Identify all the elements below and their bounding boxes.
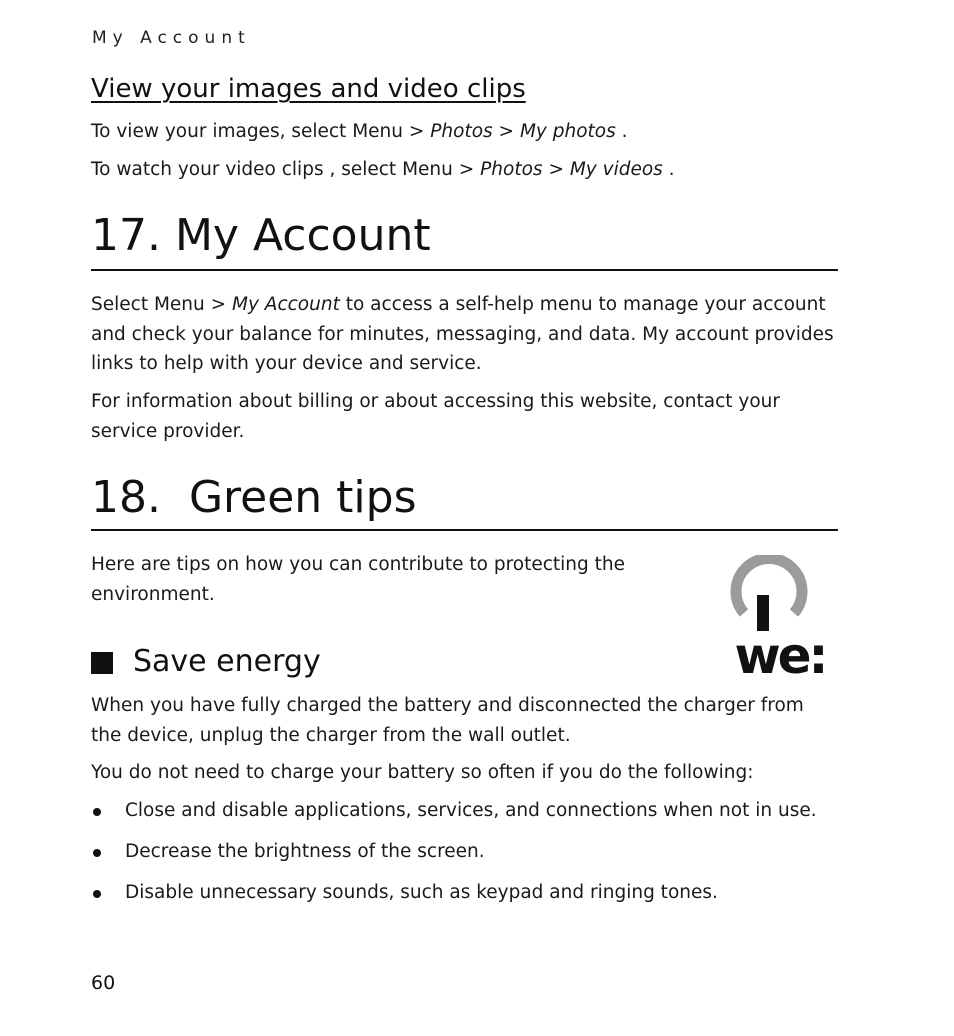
- we-logo-text: we:: [734, 627, 826, 679]
- bullet-dot-icon: [93, 808, 101, 816]
- square-bullet-icon: [91, 652, 113, 674]
- we-logo-icon: [722, 555, 840, 679]
- chapter-18-title: 18. Green tips: [91, 472, 417, 523]
- save-energy-paragraph-2: You do not need to charge your battery so often if you do the following:: [91, 762, 754, 783]
- running-header: My Account: [92, 28, 251, 48]
- list-item: Decrease the brightness of the screen.: [91, 837, 851, 867]
- save-energy-bullet-list: [91, 796, 851, 919]
- bullet-dot-icon: [93, 890, 101, 898]
- chapter-17-title: 17. My Account: [91, 210, 431, 261]
- my-account-description: Select Menu > My Account to access a self-help menu to manage your account and check your balance for minutes, messaging, and data. My account provides links to help with your device and service.: [91, 294, 834, 374]
- billing-info-paragraph: For information about billing or about accessing this website, contact your service provider.: [91, 391, 781, 442]
- green-tips-intro: Here are tips on how you can contribute to protecting the environment.: [91, 554, 625, 605]
- chapter-18-divider: [91, 529, 838, 531]
- bullet-dot-icon: [93, 849, 101, 857]
- page-number: 60: [91, 972, 116, 994]
- we-logo: [722, 555, 840, 679]
- view-images-instruction: To view your images, select Menu > Photos > My photos .: [91, 121, 628, 142]
- watch-videos-instruction: To watch your video clips , select Menu > Photos > My videos .: [91, 159, 675, 180]
- chapter-17-divider: [91, 269, 838, 271]
- section-heading-view-images: View your images and video clips: [91, 74, 526, 104]
- save-energy-heading: Save energy: [91, 644, 321, 679]
- list-item: Disable unnecessary sounds, such as keypad and ringing tones.: [91, 878, 851, 908]
- save-energy-paragraph-1: When you have fully charged the battery and disconnected the charger from the device, unplug the charger from the wall outlet.: [91, 695, 804, 746]
- list-item: Close and disable applications, services, and connections when not in use.: [91, 796, 851, 826]
